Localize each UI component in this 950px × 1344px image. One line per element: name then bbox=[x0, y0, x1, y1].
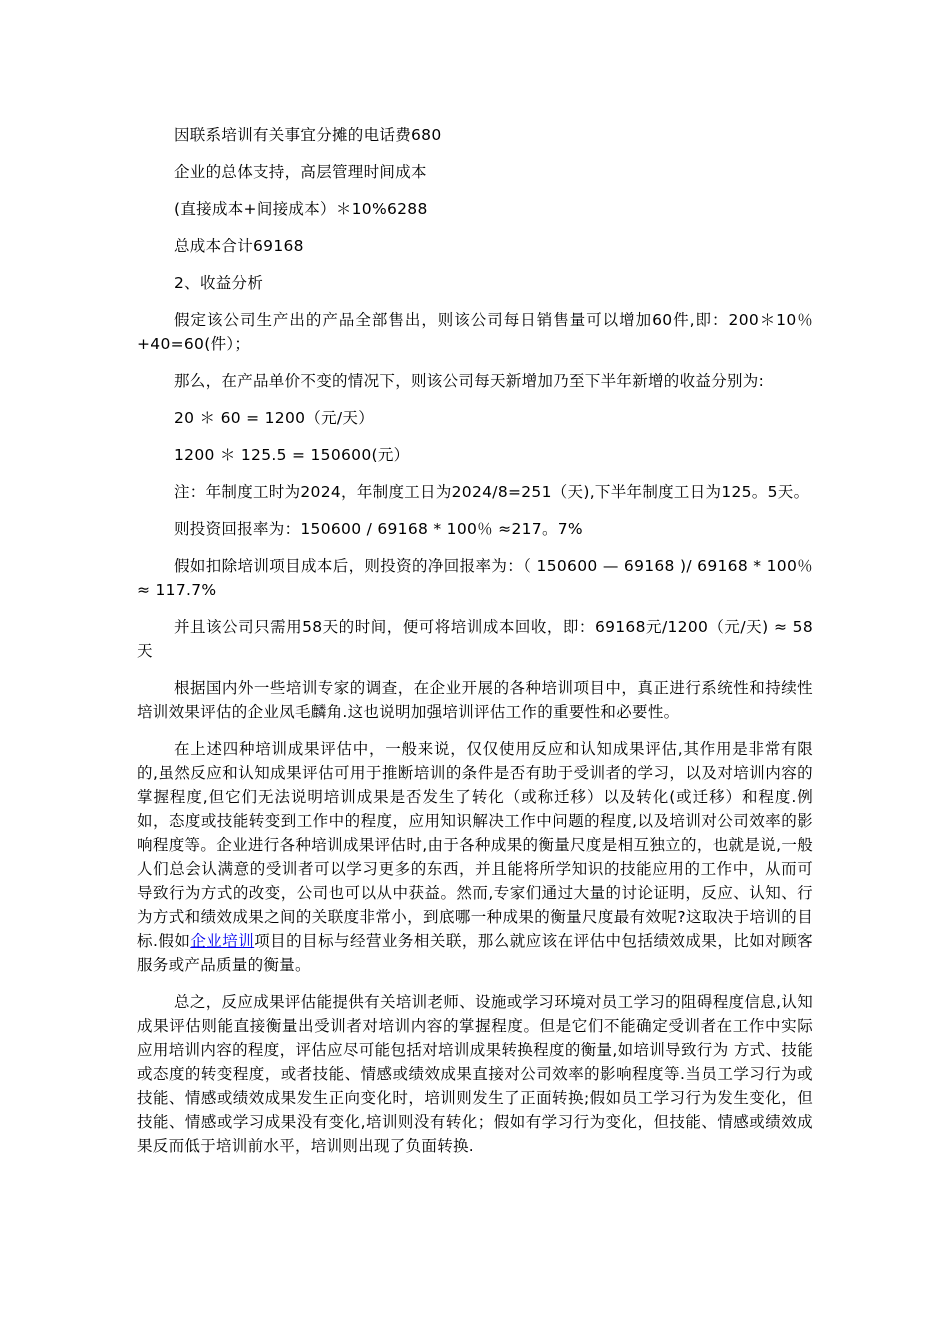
paragraph-total-cost: 总成本合计69168 bbox=[174, 237, 304, 255]
paragraph-expert-survey: 根据国内外一些培训专家的调查，在企业开展的各种培训项目中，真正进行系统性和持续性培训效果评估的企业凤毛麟角.这也说明加强培训评估工作的重要性和必要性。 bbox=[137, 679, 813, 721]
paragraph-net-roi: 假如扣除培训项目成本后，则投资的净回报率为：（ 150600 — 69168 )/ 69168 * 100％ ≈ 117.7% bbox=[137, 557, 813, 599]
paragraph-half-year-revenue: 1200 ＊ 125.5 = 150600(元） bbox=[174, 446, 410, 464]
section-heading-benefit-analysis: 2、收益分析 bbox=[174, 274, 264, 292]
paragraph-text-before-link: 在上述四种培训成果评估中，一般来说，仅仅使用反应和认知成果评估,其作用是非常有限的,虽然反应和认知成果评估可用于推断培训的条件是否有助于受训者的学习，以及对培训内容的掌握程度,但它们无法说明培训成果是否发生了转化（或称迁移）以及转化(或迁移）和程度.例如，态度或技能转变到工作中的程度，应用知识解决工作中问题的程度,以及培训对公司效率的影响程度等。企业进行各种培训成果评估时,由于各种成果的衡量尺度是相互独立的，也就是说,一般人们总会认满意的受训者可以学习更多的东西，并且能将所学知识的技能应用的工作中，从而可导致行为方式的改变，公司也可以从中获益。然而,专家们通过大量的讨论证明，反应、认知、行为方式和绩效成果之间的关联度非常小，到底哪一种成果的衡量尺度最有效呢?这取决于培训的目标.假如 bbox=[137, 740, 813, 950]
paragraph-new-revenue-intro: 那么，在产品单价不变的情况下，则该公司每天新增加乃至下半年新增的收益分别为: bbox=[174, 372, 765, 390]
document-body bbox=[137, 123, 813, 1171]
paragraph-text-after-link: 项目的目标与经营业务相关联，那么就应该在评估中包括绩效成果，比如对顾客服务或产品质量的衡量。 bbox=[137, 932, 813, 974]
paragraph-roi: 则投资回报率为：150600 / 69168 * 100％ ≈217。7% bbox=[174, 520, 583, 538]
paragraph-daily-revenue: 20 ＊ 60 = 1200（元/天） bbox=[174, 409, 375, 427]
paragraph-sales-increase: 假定该公司生产出的产品全部售出，则该公司每日销售量可以增加60件,即：200＊10％+40=60(件）； bbox=[137, 311, 813, 353]
paragraph-indirect-cost: (直接成本+间接成本）＊10%6288 bbox=[174, 200, 428, 218]
enterprise-training-link[interactable]: 企业培训 bbox=[190, 932, 255, 950]
paragraph-evaluation-types bbox=[137, 737, 813, 977]
paragraph-note-workdays: 注：年制度工时为2024，年制度工日为2024/8=251（天),下半年制度工日为125。5天。 bbox=[174, 483, 810, 501]
paragraph-payback-period: 并且该公司只需用58天的时间，便可将培训成本回收，即：69168元/1200（元/天) ≈ 58天 bbox=[137, 618, 813, 660]
paragraph-management-support: 企业的总体支持，高层管理时间成本 bbox=[174, 163, 427, 181]
paragraph-phone-cost: 因联系培训有关事宜分摊的电话费680 bbox=[174, 126, 442, 144]
paragraph-conclusion: 总之，反应成果评估能提供有关培训老师、设施或学习环境对员工学习的阻碍程度信息,认知成果评估则能直接衡量出受训者对培训内容的掌握程度。但是它们不能确定受训者在工作中实际应用培训内容的程度，评估应尽可能包括对培训成果转换程度的衡量,如培训导致行为 方式、技能或态度的转变程度，或者技能、情感或绩效成果直接对公司效率的影响程度等.当员工学习行为或技能、情感或绩效成果发生正向变化时，培训则发生了正面转换;假如员工学习行为发生变化，但技能、情感或学习成果没有变化,培训则没有转化；假如有学习行为变化，但技能、情感或绩效成果反而低于培训前水平，培训则出现了负面转换. bbox=[137, 993, 813, 1155]
